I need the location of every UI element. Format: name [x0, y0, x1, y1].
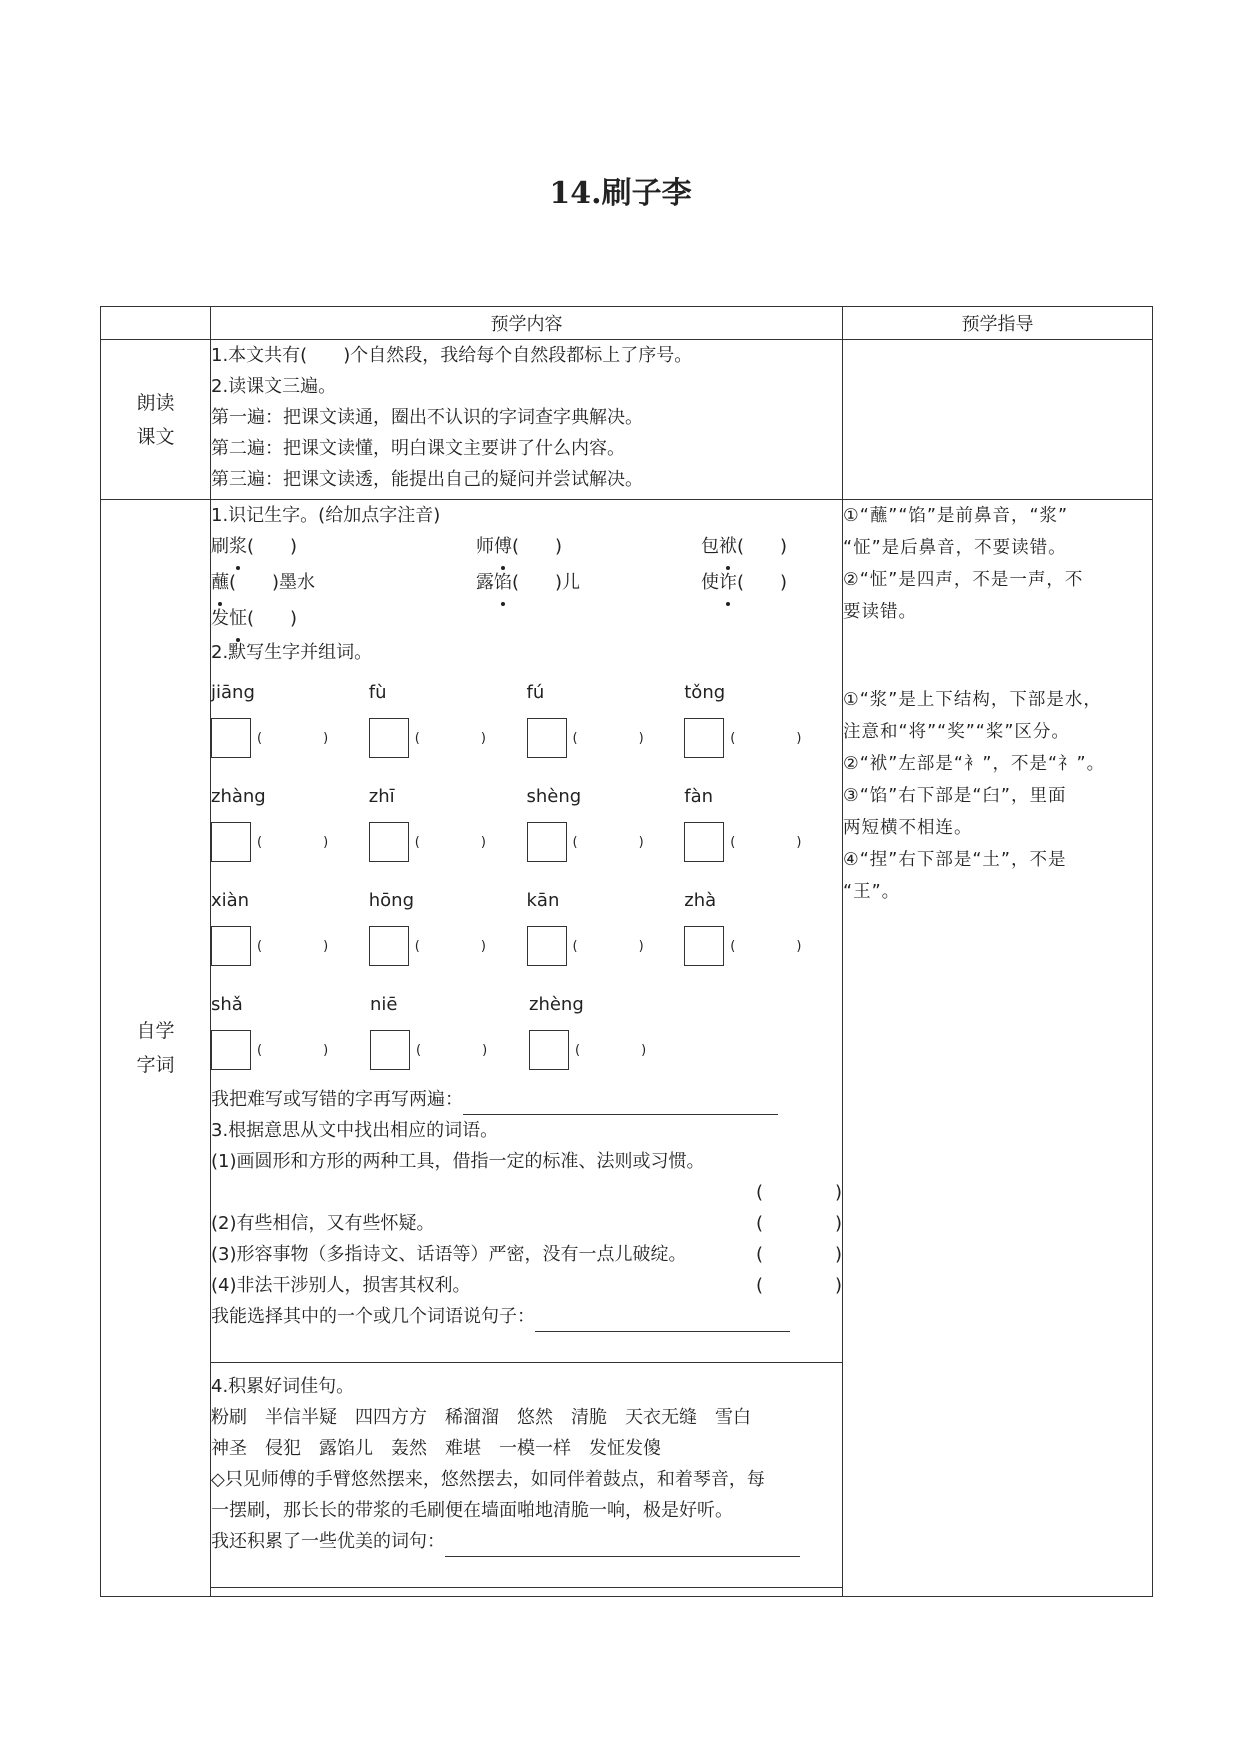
q3-item: (3)形容事物（多指诗文、话语等）严密，没有一点儿破绽。 ( ) — [211, 1239, 842, 1270]
blank-line[interactable] — [211, 1338, 842, 1363]
q3-item: (4)非法干涉别人，损害其权利。 ( ) — [211, 1270, 842, 1301]
reading-guide — [843, 340, 1153, 500]
guide-note: “王”。 — [843, 882, 901, 902]
guide-note: ①“浆”是上下结构，下部是水， — [843, 690, 1102, 710]
q1-row — [211, 603, 842, 637]
writing-box[interactable] — [529, 1030, 569, 1070]
q3-item: (1)画圆形和方形的两种工具，借指一定的标准、法则或习惯。 — [211, 1151, 705, 1172]
rewrite-line: 我把难写或写错的字再写两遍： — [211, 1084, 842, 1115]
writing-box[interactable] — [527, 926, 567, 966]
guide-note: 注意和“将”“奖”“桨”区分。 — [843, 722, 1070, 742]
reading-line: 第二遍：把课文读懂，明白课文主要讲了什么内容。 — [211, 438, 625, 459]
selfstudy-guide — [843, 500, 1153, 1597]
q3-answer[interactable]: ( ) — [755, 1275, 842, 1296]
selfstudy-content — [211, 500, 843, 1597]
guide-note: ③“馅”右下部是“臼”，里面 — [843, 786, 1067, 806]
q3-sentence-line: 我能选择其中的一个或几个词语说句子： — [211, 1301, 842, 1332]
reading-line: 2.读课文三遍。 — [211, 376, 337, 397]
guide-note: ②“怔”是四声，不是一声，不 — [843, 570, 1084, 590]
q3-item: (2)有些相信，又有些怀疑。 ( ) — [211, 1208, 842, 1239]
guide-note: 要读错。 — [843, 602, 917, 622]
q1-title: 1.识记生字。(给加点字注音) — [211, 505, 441, 526]
writing-box[interactable] — [211, 822, 251, 862]
blank-line[interactable] — [211, 1563, 842, 1588]
writing-box[interactable] — [370, 1030, 410, 1070]
writing-box-row: ( ) ( ) ( ) ( ) — [211, 920, 842, 972]
writing-box[interactable] — [211, 1030, 251, 1070]
selfstudy-category: 自学 字词 — [101, 500, 211, 1597]
pinyin-label: tǒng — [684, 682, 726, 703]
reading-line: 1.本文共有( )个自然段，我给每个自然段都标上了序号。 — [211, 345, 693, 366]
accumulate-blank[interactable] — [445, 1532, 800, 1557]
writing-box-row: ( ) ( ) ( ) — [211, 1024, 842, 1076]
rewrite-blank[interactable] — [463, 1090, 778, 1115]
pinyin-row — [211, 876, 842, 920]
guide-note: ④“捏”右下部是“土”，不是 — [843, 850, 1067, 870]
pinyin-label: zhèng — [529, 994, 584, 1015]
pinyin-label: fù — [368, 682, 387, 703]
q3-answer[interactable]: ( ) — [755, 1182, 842, 1203]
q1-item: 发怔( ) — [211, 603, 297, 637]
writing-box[interactable] — [684, 718, 724, 758]
reading-category: 朗读 课文 — [101, 340, 211, 500]
pinyin-row — [211, 668, 842, 712]
pinyin-label: jiāng — [211, 682, 255, 703]
q4-title: 4.积累好词佳句。 — [211, 1376, 355, 1397]
writing-box[interactable] — [211, 718, 251, 758]
guide-note: “怔”是后鼻音，不要读错。 — [843, 538, 1067, 558]
q1-item: 包袱( ) — [701, 531, 787, 567]
reading-line: 第一遍：把课文读通，圈出不认识的字词查字典解决。 — [211, 407, 643, 428]
reading-content — [211, 340, 843, 500]
guide-note: ①“蘸”“馅”是前鼻音，“浆” — [843, 506, 1069, 526]
writing-box[interactable] — [527, 718, 567, 758]
pinyin-label: zhī — [368, 786, 395, 807]
reading-row — [101, 340, 1153, 500]
q1-item: 刷浆( ) — [211, 531, 476, 567]
q3-answer[interactable]: ( ) — [755, 1213, 842, 1234]
reading-line: 第三遍：把课文读透，能提出自己的疑问并尝试解决。 — [211, 469, 643, 490]
selfstudy-row — [101, 500, 1153, 1597]
good-sentence: 一摆刷，那长长的带浆的毛刷便在墙面啪地清脆一响，极是好听。 — [211, 1500, 733, 1521]
q1-row — [211, 567, 842, 603]
pinyin-label: shǎ — [211, 994, 243, 1015]
pinyin-row — [211, 980, 842, 1024]
pinyin-label: zhà — [684, 890, 717, 911]
writing-box[interactable] — [211, 926, 251, 966]
q3-answer[interactable]: ( ) — [755, 1244, 842, 1265]
pinyin-label: shèng — [526, 786, 582, 807]
pinyin-row — [211, 772, 842, 816]
q3-sentence-blank[interactable] — [535, 1307, 790, 1332]
writing-box[interactable] — [527, 822, 567, 862]
good-sentence: ◇只见师傅的手臂悠然摆来，悠然摆去，如同伴着鼓点，和着琴音，每 — [211, 1469, 765, 1490]
writing-box-row: ( ) ( ) ( ) ( ) — [211, 816, 842, 868]
q3-title: 3.根据意思从文中找出相应的词语。 — [211, 1120, 499, 1141]
word-row: 粉刷 半信半疑 四四方方 稀溜溜 悠然 清脆 天衣无缝 雪白 — [211, 1407, 751, 1428]
preview-table — [100, 306, 1153, 1597]
guide-note: ②“袱”左部是“衤”，不是“礻”。 — [843, 754, 1106, 774]
header-blank — [101, 307, 211, 340]
q1-item: 露馅( )儿 — [476, 567, 701, 603]
word-row: 神圣 侵犯 露馅儿 轰然 难堪 一模一样 发怔发傻 — [211, 1438, 661, 1459]
writing-box[interactable] — [684, 822, 724, 862]
header-guide: 预学指导 — [843, 307, 1153, 340]
q1-item: 师傅( ) — [476, 531, 701, 567]
q1-item: 使诈( ) — [701, 567, 787, 603]
writing-box[interactable] — [369, 822, 409, 862]
table-header-row — [101, 307, 1153, 340]
pinyin-label: kān — [526, 890, 560, 911]
pinyin-label: fàn — [684, 786, 714, 807]
header-content: 预学内容 — [211, 307, 843, 340]
pinyin-label: xiàn — [211, 890, 250, 911]
pinyin-label: zhàng — [211, 786, 266, 807]
writing-box[interactable] — [369, 926, 409, 966]
writing-box[interactable] — [369, 718, 409, 758]
accumulate-line: 我还积累了一些优美的词句： — [211, 1526, 842, 1557]
q1-item: 蘸( )墨水 — [211, 567, 476, 603]
guide-note: 两短横不相连。 — [843, 818, 973, 838]
writing-box[interactable] — [684, 926, 724, 966]
writing-box-row: ( ) ( ) ( ) ( ) — [211, 712, 842, 764]
q1-row — [211, 531, 842, 567]
pinyin-label: fú — [526, 682, 545, 703]
page-title: 14.刷子李 — [549, 176, 692, 211]
q2-title: 2.默写生字并组词。 — [211, 642, 373, 663]
pinyin-label: hōng — [368, 890, 415, 911]
pinyin-label: niē — [370, 994, 398, 1015]
